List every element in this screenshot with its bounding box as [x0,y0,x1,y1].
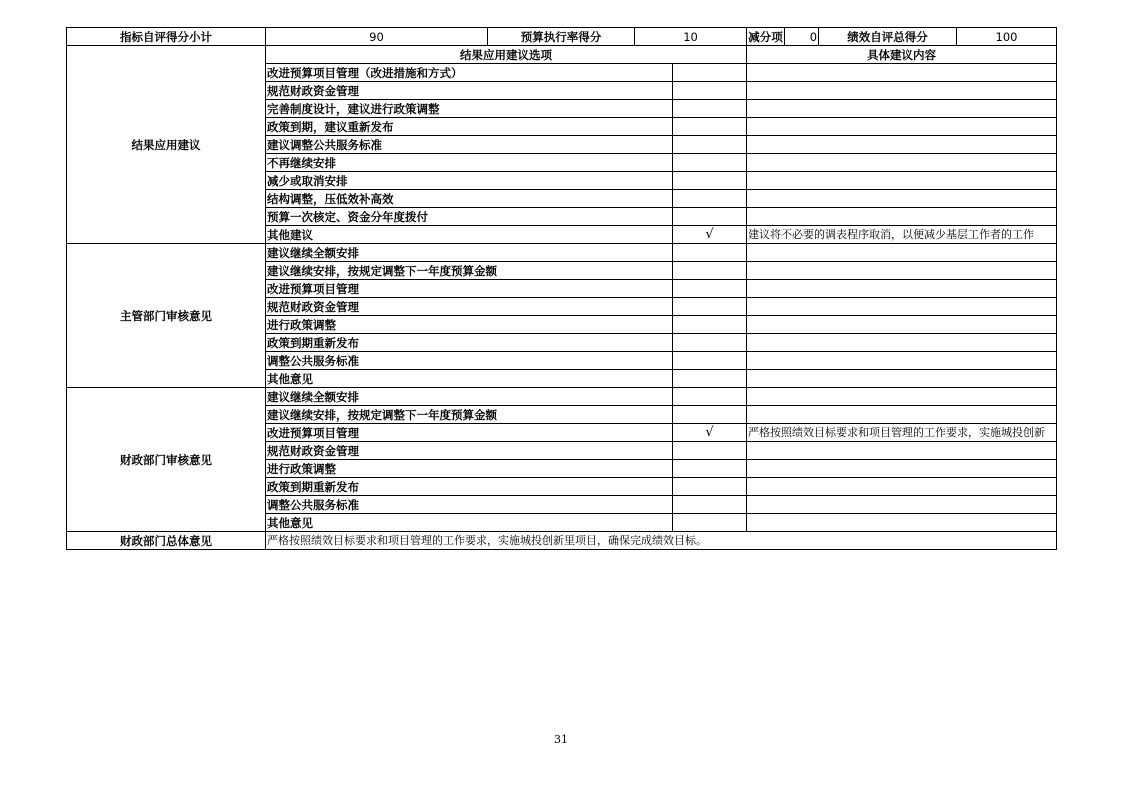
option-label: 改进预算项目管理（改进措施和方式） [266,64,673,82]
option-label: 预算一次核定、资金分年度拨付 [266,208,673,226]
option-check-mark[interactable] [673,442,747,460]
option-check-mark[interactable] [673,190,747,208]
option-label: 其他意见 [266,370,673,388]
suggestion-content[interactable] [747,172,1057,190]
suggestion-content[interactable]: 建议将不必要的调表程序取消，以便减少基层工作者的工作 [747,226,1057,244]
budget-score-label: 预算执行率得分 [488,28,635,46]
option-check-mark[interactable] [673,136,747,154]
option-check-mark[interactable] [673,406,747,424]
suggestion-content[interactable] [747,118,1057,136]
option-label: 其他意见 [266,514,673,532]
suggestion-content[interactable] [747,64,1057,82]
suggestion-content[interactable] [747,244,1057,262]
summary-row [67,28,1057,46]
suggestion-content[interactable]: 严格按照绩效目标要求和项目管理的工作要求，实施城投创新 [747,424,1057,442]
option-label: 改进预算项目管理 [266,424,673,442]
suggestion-content[interactable] [747,406,1057,424]
suggestion-content[interactable] [747,370,1057,388]
indicator-score-label: 指标自评得分小计 [67,28,266,46]
options-header-row [67,46,1057,64]
option-check-mark[interactable]: √ [673,424,747,442]
suggestion-content[interactable] [747,190,1057,208]
overall-opinion-label: 财政部门总体意见 [67,532,266,550]
section-title: 财政部门审核意见 [67,388,266,532]
evaluation-form-table [66,27,1057,550]
option-label: 规范财政资金管理 [266,298,673,316]
option-check-mark[interactable] [673,280,747,298]
suggestion-content[interactable] [747,388,1057,406]
option-label: 政策到期重新发布 [266,478,673,496]
suggestion-content[interactable] [747,136,1057,154]
option-label: 建议继续全额安排 [266,244,673,262]
suggestion-content[interactable] [747,154,1057,172]
suggestion-content[interactable] [747,262,1057,280]
option-label: 规范财政资金管理 [266,442,673,460]
suggestion-content[interactable] [747,298,1057,316]
option-check-mark[interactable] [673,298,747,316]
page-number: 31 [554,733,568,746]
overall-opinion-row [67,532,1057,550]
option-label: 调整公共服务标准 [266,352,673,370]
suggestion-content[interactable] [747,478,1057,496]
option-label: 建议继续全额安排 [266,388,673,406]
option-check-mark[interactable] [673,334,747,352]
option-label: 改进预算项目管理 [266,280,673,298]
option-row [67,388,1057,406]
option-label: 不再继续安排 [266,154,673,172]
suggestion-content[interactable] [747,208,1057,226]
suggestion-content[interactable] [747,100,1057,118]
option-check-mark[interactable] [673,82,747,100]
option-check-mark[interactable] [673,100,747,118]
option-label: 其他建议 [266,226,673,244]
suggestion-content[interactable] [747,316,1057,334]
option-label: 减少或取消安排 [266,172,673,190]
option-label: 建议调整公共服务标准 [266,136,673,154]
option-check-mark[interactable] [673,352,747,370]
option-label: 完善制度设计，建议进行政策调整 [266,100,673,118]
option-check-mark[interactable] [673,514,747,532]
option-check-mark[interactable] [673,496,747,514]
indicator-score-value: 90 [266,28,488,46]
option-label: 进行政策调整 [266,460,673,478]
option-check-mark[interactable] [673,262,747,280]
content-header: 具体建议内容 [747,46,1057,64]
suggestion-content[interactable] [747,352,1057,370]
suggestion-content[interactable] [747,82,1057,100]
suggestion-content[interactable] [747,514,1057,532]
option-check-mark[interactable] [673,208,747,226]
option-label: 调整公共服务标准 [266,496,673,514]
overall-opinion-text[interactable]: 严格按照绩效目标要求和项目管理的工作要求，实施城投创新里项目，确保完成绩效目标。 [266,532,1057,550]
option-check-mark[interactable] [673,154,747,172]
option-label: 结构调整，压低效补高效 [266,190,673,208]
suggestion-content[interactable] [747,496,1057,514]
section-title: 结果应用建议 [67,46,266,244]
option-check-mark[interactable]: √ [673,226,747,244]
option-label: 建议继续安排，按规定调整下一年度预算金额 [266,406,673,424]
suggestion-content[interactable] [747,442,1057,460]
deduction-value: 0 [785,28,819,46]
suggestion-content[interactable] [747,334,1057,352]
option-check-mark[interactable] [673,118,747,136]
option-label: 政策到期重新发布 [266,334,673,352]
option-check-mark[interactable] [673,460,747,478]
suggestion-content[interactable] [747,460,1057,478]
deduction-label: 减分项 [748,29,783,44]
option-label: 建议继续安排，按规定调整下一年度预算金额 [266,262,673,280]
option-check-mark[interactable] [673,370,747,388]
budget-score-value: 10 [635,28,747,46]
option-check-mark[interactable] [673,388,747,406]
option-check-mark[interactable] [673,478,747,496]
total-score-label: 绩效自评总得分 [819,28,957,46]
option-check-mark[interactable] [673,244,747,262]
suggestion-content[interactable] [747,280,1057,298]
option-check-mark[interactable] [673,172,747,190]
option-label: 进行政策调整 [266,316,673,334]
option-check-mark[interactable] [673,316,747,334]
option-label: 政策到期，建议重新发布 [266,118,673,136]
section-title: 主管部门审核意见 [67,244,266,388]
option-row [67,244,1057,262]
total-score-value: 100 [957,28,1057,46]
option-check-mark[interactable] [673,64,747,82]
options-header: 结果应用建议选项 [266,46,747,64]
option-label: 规范财政资金管理 [266,82,673,100]
